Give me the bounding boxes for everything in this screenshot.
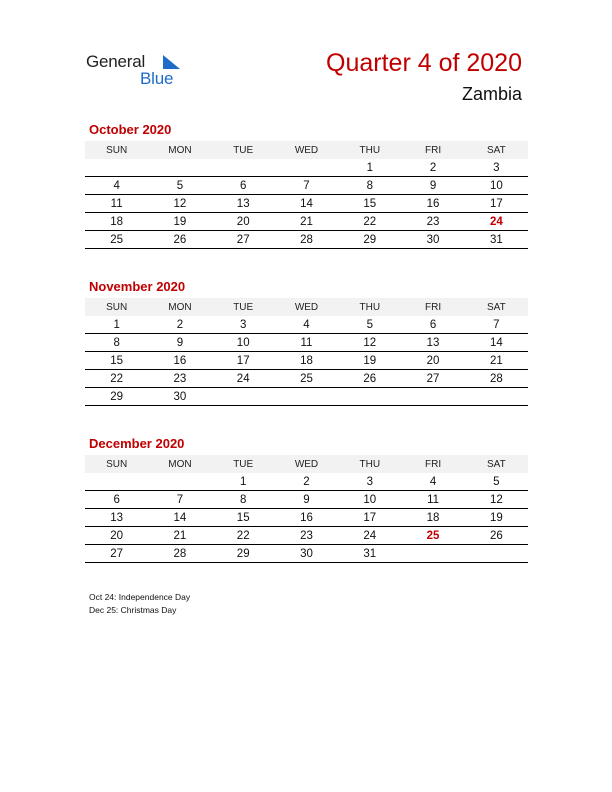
week-row (85, 545, 528, 563)
day-cell: 13 (401, 334, 464, 352)
day-cell: 16 (275, 509, 338, 527)
day-cell: 24 (212, 370, 275, 388)
weekday-header: MON (148, 455, 211, 473)
day-cell: 28 (465, 370, 528, 388)
day-cell: 12 (148, 195, 211, 213)
day-cell: 20 (401, 352, 464, 370)
day-cell: 28 (148, 545, 211, 563)
day-cell: 5 (148, 177, 211, 195)
week-row (85, 352, 528, 370)
holiday-note: Dec 25: Christmas Day (89, 604, 177, 615)
day-cell: 18 (401, 509, 464, 527)
day-cell: 4 (401, 473, 464, 491)
logo-triangle-icon (161, 54, 181, 70)
day-cell: 16 (401, 195, 464, 213)
day-cell: 15 (212, 509, 275, 527)
month-title: October 2020 (89, 122, 172, 137)
day-cell: 9 (401, 177, 464, 195)
day-cell: 17 (212, 352, 275, 370)
day-cell: 13 (212, 195, 275, 213)
day-cell: 9 (275, 491, 338, 509)
holiday-note: Oct 24: Independence Day (89, 592, 191, 602)
month-block-november (85, 279, 528, 406)
logo-blue-text: Blue (140, 69, 174, 88)
day-cell: 10 (465, 177, 528, 195)
day-cell: 27 (401, 370, 464, 388)
day-cell (275, 388, 338, 406)
day-cell: 3 (212, 316, 275, 334)
calendar-table (85, 298, 528, 406)
day-cell: 7 (275, 177, 338, 195)
calendar-table (85, 141, 528, 249)
day-cell: 24 (465, 213, 528, 231)
month-title: November 2020 (89, 279, 186, 294)
day-cell: 13 (85, 509, 148, 527)
day-cell: 29 (212, 545, 275, 563)
day-cell: 25 (401, 527, 464, 545)
weekday-header: FRI (401, 298, 464, 316)
day-cell: 17 (465, 195, 528, 213)
day-cell (401, 545, 464, 563)
day-cell: 22 (212, 527, 275, 545)
day-cell: 19 (465, 509, 528, 527)
day-cell: 2 (148, 316, 211, 334)
day-cell: 23 (275, 527, 338, 545)
day-cell: 26 (338, 370, 401, 388)
day-cell: 22 (85, 370, 148, 388)
weekday-header: SAT (465, 141, 528, 159)
week-row (85, 316, 528, 334)
week-row (85, 509, 528, 527)
day-cell: 27 (212, 231, 275, 249)
day-cell: 2 (275, 473, 338, 491)
day-cell: 18 (85, 213, 148, 231)
day-cell: 7 (465, 316, 528, 334)
weekday-header: TUE (212, 298, 275, 316)
day-cell: 7 (148, 491, 211, 509)
weekday-header: WED (275, 141, 338, 159)
day-cell: 28 (275, 231, 338, 249)
weekday-header: THU (338, 141, 401, 159)
day-cell: 26 (465, 527, 528, 545)
calendar-table (85, 455, 528, 563)
day-cell: 5 (338, 316, 401, 334)
week-row (85, 213, 528, 231)
day-cell: 6 (85, 491, 148, 509)
day-cell: 30 (401, 231, 464, 249)
day-cell: 11 (275, 334, 338, 352)
weekday-header: WED (275, 455, 338, 473)
day-cell (212, 159, 275, 177)
day-cell: 29 (338, 231, 401, 249)
day-cell: 4 (85, 177, 148, 195)
day-cell: 22 (338, 213, 401, 231)
day-cell (465, 545, 528, 563)
day-cell: 31 (465, 231, 528, 249)
day-cell: 29 (85, 388, 148, 406)
week-row (85, 334, 528, 352)
week-row (85, 388, 528, 406)
week-row (85, 370, 528, 388)
holiday-notes (89, 591, 190, 616)
month-block-december (85, 436, 528, 563)
weekday-header: MON (148, 298, 211, 316)
day-cell: 25 (85, 231, 148, 249)
day-cell: 8 (338, 177, 401, 195)
day-cell: 14 (465, 334, 528, 352)
weekday-header: TUE (212, 141, 275, 159)
day-cell: 3 (465, 159, 528, 177)
weekday-header: SUN (85, 141, 148, 159)
weekday-header: TUE (212, 455, 275, 473)
day-cell: 14 (148, 509, 211, 527)
week-row (85, 159, 528, 177)
generalblue-logo (86, 52, 196, 92)
day-cell: 5 (465, 473, 528, 491)
day-cell: 24 (338, 527, 401, 545)
day-cell: 16 (148, 352, 211, 370)
month-title: December 2020 (89, 436, 185, 451)
day-cell: 27 (85, 545, 148, 563)
day-cell: 10 (212, 334, 275, 352)
month-block-october (85, 122, 528, 249)
day-cell: 19 (338, 352, 401, 370)
weekday-header-row (85, 141, 528, 159)
week-row (85, 231, 528, 249)
day-cell: 4 (275, 316, 338, 334)
day-cell (401, 388, 464, 406)
day-cell (148, 159, 211, 177)
day-cell: 11 (401, 491, 464, 509)
day-cell: 6 (212, 177, 275, 195)
day-cell (85, 473, 148, 491)
logo-general-text: General (86, 52, 146, 71)
day-cell: 23 (148, 370, 211, 388)
day-cell: 10 (338, 491, 401, 509)
country-name: Zambia (461, 84, 522, 104)
day-cell: 12 (465, 491, 528, 509)
day-cell: 25 (275, 370, 338, 388)
day-cell: 17 (338, 509, 401, 527)
day-cell: 6 (401, 316, 464, 334)
day-cell: 3 (338, 473, 401, 491)
day-cell: 9 (148, 334, 211, 352)
day-cell: 8 (212, 491, 275, 509)
weekday-header: FRI (401, 141, 464, 159)
week-row (85, 195, 528, 213)
day-cell (212, 388, 275, 406)
week-row (85, 473, 528, 491)
day-cell: 1 (338, 159, 401, 177)
day-cell (85, 159, 148, 177)
day-cell: 1 (212, 473, 275, 491)
day-cell: 15 (85, 352, 148, 370)
day-cell: 30 (275, 545, 338, 563)
weekday-header: THU (338, 455, 401, 473)
day-cell: 26 (148, 231, 211, 249)
day-cell: 8 (85, 334, 148, 352)
day-cell (148, 473, 211, 491)
day-cell (338, 388, 401, 406)
day-cell: 1 (85, 316, 148, 334)
week-row (85, 527, 528, 545)
day-cell: 18 (275, 352, 338, 370)
day-cell: 20 (85, 527, 148, 545)
day-cell: 31 (338, 545, 401, 563)
day-cell: 2 (401, 159, 464, 177)
day-cell: 11 (85, 195, 148, 213)
day-cell: 19 (148, 213, 211, 231)
day-cell: 21 (275, 213, 338, 231)
day-cell: 14 (275, 195, 338, 213)
weekday-header: FRI (401, 455, 464, 473)
weekday-header: SUN (85, 455, 148, 473)
weekday-header-row (85, 455, 528, 473)
day-cell: 30 (148, 388, 211, 406)
day-cell: 21 (148, 527, 211, 545)
day-cell: 12 (338, 334, 401, 352)
weekday-header: SAT (465, 298, 528, 316)
weekday-header: THU (338, 298, 401, 316)
day-cell (465, 388, 528, 406)
day-cell: 20 (212, 213, 275, 231)
day-cell (275, 159, 338, 177)
page-title: Quarter 4 of 2020 (326, 49, 522, 77)
day-cell: 23 (401, 213, 464, 231)
weekday-header: SUN (85, 298, 148, 316)
weekday-header: MON (148, 141, 211, 159)
weekday-header: SAT (465, 455, 528, 473)
week-row (85, 491, 528, 509)
day-cell: 15 (338, 195, 401, 213)
weekday-header-row (85, 298, 528, 316)
day-cell: 21 (465, 352, 528, 370)
week-row (85, 177, 528, 195)
weekday-header: WED (275, 298, 338, 316)
